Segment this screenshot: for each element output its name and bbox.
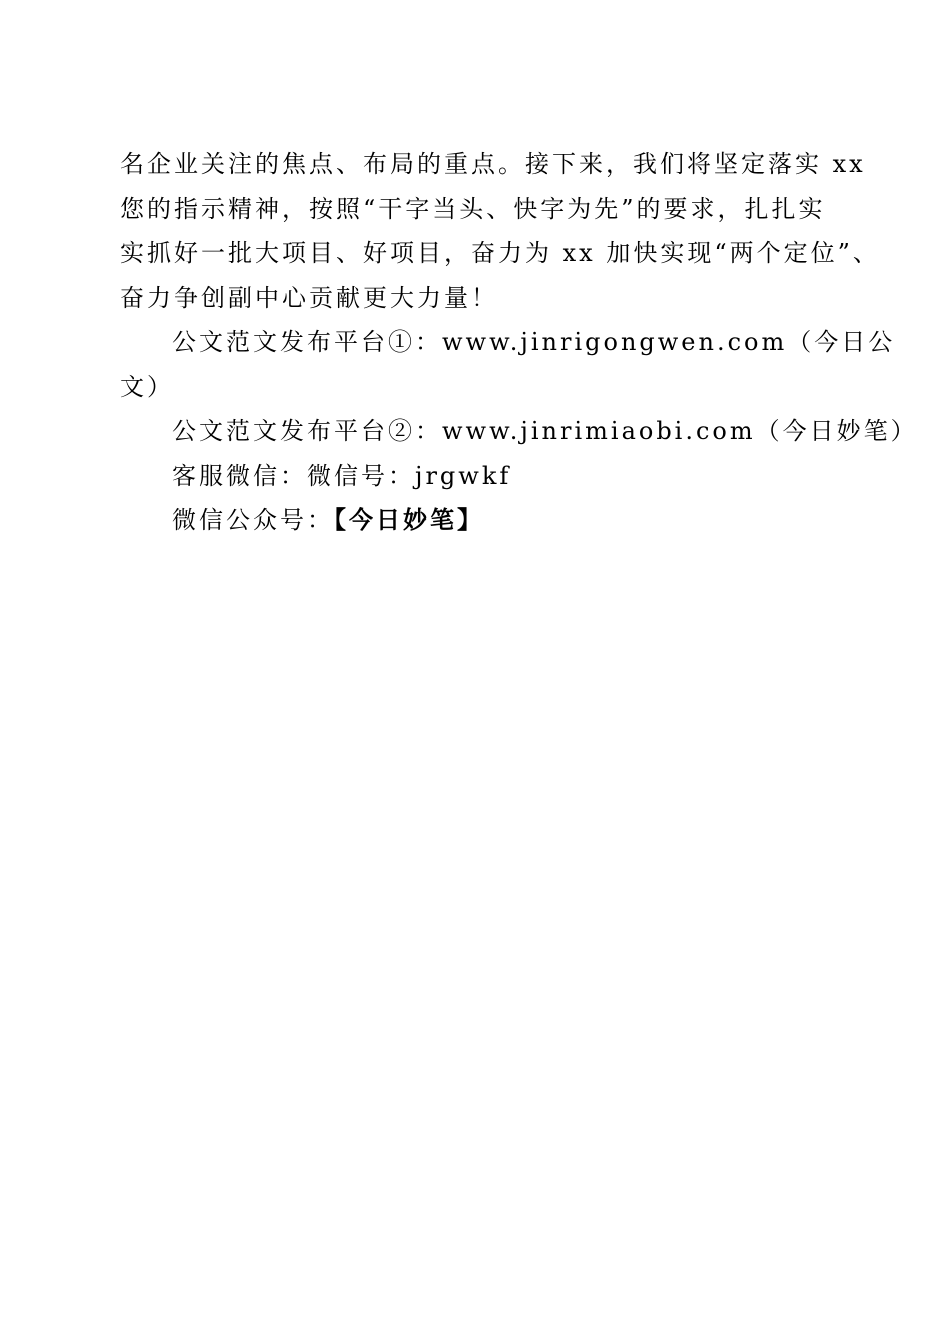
official-account-name: 【今日妙笔】: [334, 505, 484, 534]
official-account-line: [120, 498, 840, 543]
platform-1-line-continued: 文）: [120, 372, 174, 401]
paragraph-line: 您的指示精神，按照“干字当头、快字为先”的要求，扎扎实: [120, 194, 826, 223]
paragraph-line: 实抓好一批大项目、好项目，奋力为 xx 加快实现“两个定位”、: [120, 239, 880, 267]
customer-service-line: 客服微信：微信号：jrgwkf: [172, 461, 512, 490]
document-body: [120, 142, 918, 543]
platform-1-line: 公文范文发布平台①：www.jinrigongwen.com（今日公: [172, 328, 896, 356]
platform-2-line: 公文范文发布平台②：www.jinrimiaobi.com（今日妙笔）: [172, 417, 918, 445]
paragraph-line: 名企业关注的焦点、布局的重点。接下来，我们将坚定落实 xx: [120, 150, 866, 178]
official-account-label: 微信公众号：: [172, 506, 334, 534]
paragraph-line: 奋力争创副中心贡献更大力量！: [120, 283, 498, 312]
